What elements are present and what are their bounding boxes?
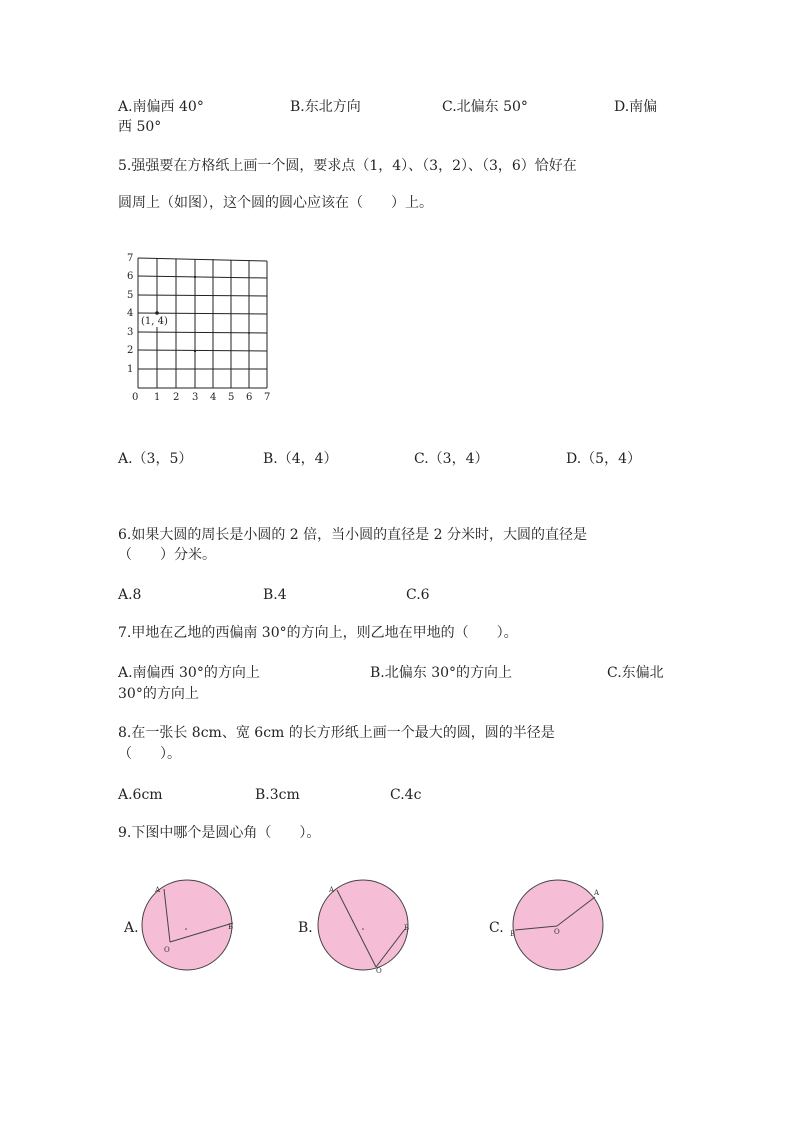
x-tick-0: 0 [132, 392, 139, 403]
y-tick-4: 4 [127, 308, 134, 319]
q7-stem: 7.甲地在乙地的西偏南 30°的方向上，则乙地在甲地的（ ）。 [118, 625, 518, 641]
point-a-label: A [329, 886, 335, 894]
q6-stem-line1: 6.如果大圆的周长是小圆的 2 倍，当小圆的直径是 2 分米时，大圆的直径是 [118, 527, 587, 543]
q8-stem-line2: （ ）。 [118, 746, 181, 762]
q6-option-c: C.6 [406, 587, 430, 603]
point-label: (1, 4) [141, 316, 168, 327]
q4-option-b: B.东北方向 [290, 99, 361, 115]
q7-option-c-cont: 30°的方向上 [118, 686, 199, 702]
point-b-label: B [510, 930, 516, 938]
q6-stem-line2: （ ）分米。 [118, 547, 216, 563]
x-tick-2: 2 [173, 392, 180, 403]
point-3-2 [194, 350, 196, 352]
q5-stem-line2: 圆周上（如图），这个圆的圆心应该在（ ）上。 [118, 195, 433, 211]
point-o-label: O [554, 928, 560, 936]
q8-option-b: B.3cm [255, 787, 300, 803]
q8-option-c: C.4c [390, 787, 422, 803]
q4-option-a: A.南偏西 40° [118, 99, 204, 115]
q5-option-c: C.（3，4） [414, 451, 489, 467]
y-tick-6: 6 [127, 271, 134, 282]
x-tick-6: 6 [246, 392, 253, 403]
x-tick-5: 5 [228, 392, 235, 403]
point-b-label: B [404, 924, 410, 932]
q5-option-d: D.（5，4） [566, 451, 641, 467]
point-o-label: O [164, 946, 170, 954]
point-a-label: A [594, 889, 600, 897]
q5-stem-line1: 5.强强要在方格纸上画一个圆，要求点（1，4）、（3，2）、（3，6）恰好在 [118, 158, 577, 174]
q7-option-c: C.东偏北 [607, 665, 664, 681]
x-tick-4: 4 [210, 392, 217, 403]
y-tick-1: 1 [127, 364, 134, 375]
q4-option-d-cont: 西 50° [118, 119, 162, 135]
q8-option-a: A.6cm [118, 787, 163, 803]
point-3-6 [194, 276, 196, 278]
q7-option-b: B.北偏东 30°的方向上 [370, 665, 513, 681]
q7-option-a: A.南偏西 30°的方向上 [118, 665, 260, 681]
q8-stem-line1: 8.在一张长 8cm、宽 6cm 的长方形纸上画一个最大的圆，圆的半径是 [118, 725, 555, 741]
q4-option-c: C.北偏东 50° [442, 99, 528, 115]
q9-figure-a [140, 872, 250, 982]
y-tick-7: 7 [127, 253, 134, 264]
point-b-label: B [228, 923, 234, 931]
q5-option-a: A.（3，5） [118, 451, 193, 467]
y-tick-3: 3 [127, 327, 134, 338]
q9-figure-b-label: B. [298, 920, 313, 936]
q4-option-d: D.南偏 [614, 99, 658, 115]
q9-figure-c [505, 872, 615, 982]
q6-option-a: A.8 [118, 587, 142, 603]
q6-option-b: B.4 [263, 587, 287, 603]
y-tick-5: 5 [127, 290, 134, 301]
x-tick-7: 7 [264, 392, 271, 403]
point-o-label: O [376, 967, 382, 975]
q9-figure-b [315, 872, 425, 982]
point-1-4 [155, 311, 159, 315]
point-6-3 [248, 332, 250, 334]
y-tick-2: 2 [127, 345, 134, 356]
point-a-label: A [155, 886, 161, 894]
x-tick-1: 1 [154, 392, 161, 403]
q5-option-b: B.（4，4） [263, 451, 338, 467]
q5-grid-figure [120, 245, 280, 410]
q9-stem: 9.下图中哪个是圆心角（ ）。 [118, 825, 321, 841]
q9-figure-a-label: A. [124, 920, 139, 936]
x-tick-3: 3 [192, 392, 199, 403]
q9-figure-c-label: C. [489, 920, 504, 936]
